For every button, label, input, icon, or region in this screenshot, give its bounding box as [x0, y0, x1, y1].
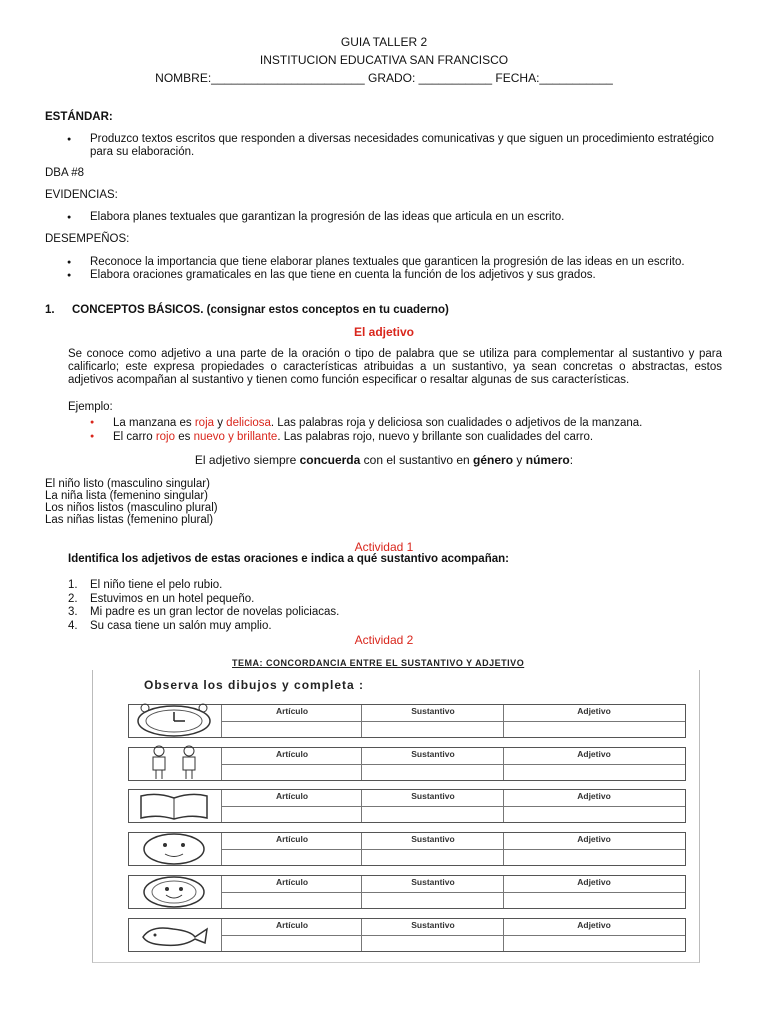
- example-text: La manzana es: [113, 417, 195, 429]
- smiling-face-icon: [133, 874, 215, 910]
- desempeno-item: ● Reconoce la importancia que tiene elaborar planes textuales que garanticen la progresión de las ideas en un escrito.: [45, 256, 705, 269]
- school-name: INSTITUCION EDUCATIVA SAN FRANCISCO: [259, 53, 509, 67]
- section-title: CONCEPTOS BÁSICOS. (consignar estos conceptos en tu cuaderno): [72, 304, 449, 316]
- answer-line: [221, 764, 685, 765]
- activity-item: [68, 620, 339, 634]
- rule-text: con el sustantivo en: [360, 453, 474, 467]
- adjetivo-label: Adjetivo: [577, 877, 611, 887]
- evidencias-label: EVIDENCIAS:: [45, 189, 118, 201]
- estandar-list: [45, 133, 715, 159]
- student-fields: NOMBRE:_______________________ GRADO: ___________ FECHA:___________: [155, 71, 613, 85]
- example-1: [68, 416, 728, 430]
- dba-label: DBA #8: [45, 167, 84, 179]
- item-text: El niño tiene el pelo rubio.: [90, 579, 223, 591]
- example-text: es: [175, 431, 194, 443]
- worksheet-row: [128, 918, 686, 952]
- estandar-label: ESTÁNDAR:: [45, 111, 113, 123]
- worksheet-row: [128, 704, 686, 738]
- section-number: 1.: [45, 304, 55, 316]
- sustantivo-label: Sustantivo: [411, 749, 455, 759]
- answer-line: [221, 935, 685, 936]
- sustantivo-label: Sustantivo: [411, 706, 455, 716]
- worksheet-row: [128, 747, 686, 781]
- articulo-label: Artículo: [275, 706, 309, 716]
- worksheet-instruction: Observa los dibujos y completa :: [144, 678, 365, 692]
- example-text: y: [214, 417, 227, 429]
- example-adjective: rojo: [155, 431, 176, 443]
- desempenos-label: DESEMPEÑOS:: [45, 233, 130, 245]
- rule-keyword: concuerda: [299, 453, 361, 467]
- rule-text: :: [569, 453, 574, 467]
- evidencias-item: ● Elabora planes textuales que garantizan la progresión de las ideas que articula en un escrito.: [45, 211, 715, 224]
- example-adjective: nuevo y brillante: [193, 431, 278, 443]
- whale-icon: [133, 917, 215, 953]
- form-line: La niña lista (femenino singular): [45, 490, 209, 502]
- book-icon: [133, 790, 215, 822]
- evidencias-list: [45, 211, 715, 224]
- estandar-item: ● Produzco textos escritos que responden a diversas necesidades comunicativas y que siguen un procedimiento estratégico para su elaboración.: [45, 133, 715, 159]
- example-adjective: roja: [194, 417, 215, 429]
- form-line: Los niños listos (masculino plural): [45, 502, 218, 514]
- actividad-1-list: [68, 579, 339, 633]
- item-number: 4.: [68, 619, 78, 632]
- adjetivo-label: Adjetivo: [577, 791, 611, 801]
- form-line: Las niñas listas (femenino plural): [45, 514, 214, 526]
- adjetivo-heading: El adjetivo: [353, 325, 415, 339]
- answer-line: [221, 806, 685, 807]
- ejemplo-label: Ejemplo:: [68, 401, 113, 413]
- worksheet-row: [128, 832, 686, 866]
- adjetivo-label: Adjetivo: [577, 834, 611, 844]
- actividad-1-instruction: Identifica los adjetivos de estas oraciones e indica a qué sustantivo acompañan:: [68, 553, 509, 565]
- desempeno-item: ● Elabora oraciones gramaticales en las que tiene en cuenta la función de los adjetivos y sus grados.: [45, 269, 705, 282]
- item-number: 2.: [68, 592, 78, 605]
- concordancia-rule: [0, 453, 768, 467]
- item-number: 3.: [68, 606, 78, 618]
- children-icon: [133, 744, 215, 782]
- articulo-label: Artículo: [275, 920, 309, 930]
- guide-title: GUIA TALLER 2: [340, 35, 428, 49]
- adjetivo-label: Adjetivo: [577, 749, 611, 759]
- worksheet-row: [128, 875, 686, 909]
- face-icon: [133, 831, 215, 867]
- adjetivo-label: Adjetivo: [577, 706, 611, 716]
- form-line: El niño listo (masculino singular): [45, 478, 210, 490]
- sustantivo-label: Sustantivo: [411, 877, 455, 887]
- example-2: [68, 430, 728, 444]
- worksheet-tema: TEMA: CONCORDANCIA ENTRE EL SUSTANTIVO Y ADJETIVO: [232, 658, 525, 668]
- answer-line: [221, 849, 685, 850]
- clock-icon: [133, 703, 215, 739]
- activity-item: [68, 606, 339, 620]
- section-1-heading: [45, 304, 449, 316]
- activity-item: [68, 593, 339, 607]
- articulo-label: Artículo: [275, 749, 309, 759]
- worksheet-image: [92, 658, 700, 964]
- adjetivo-label: Adjetivo: [577, 920, 611, 930]
- example-text: El carro: [113, 431, 156, 443]
- answer-line: [221, 892, 685, 893]
- item-number: 1.: [68, 579, 78, 591]
- rule-text: El adjetivo siempre: [194, 453, 300, 467]
- example-adjective: deliciosa: [226, 417, 271, 429]
- rule-keyword: número: [525, 453, 570, 467]
- actividad-2-heading: Actividad 2: [354, 633, 414, 647]
- item-text: Su casa tiene un salón muy amplio.: [90, 619, 272, 632]
- rule-text: y: [513, 453, 526, 467]
- sustantivo-label: Sustantivo: [411, 920, 455, 930]
- item-text: Estuvimos en un hotel pequeño.: [90, 592, 255, 605]
- ejemplo-list: [68, 416, 728, 444]
- actividad-1-heading: Actividad 1: [354, 540, 414, 554]
- adjetivo-paragraph: Se conoce como adjetivo a una parte de la oración o tipo de palabra que se utiliza para complementar al sustantivo y para calificarlo; este expresa propiedades o características atribuidas a un sustantivo, ya sean concretas o abstractas, estos adjetivos acompañan al sustantivo y tienen como función especificar o resaltar algunas de sus características.: [68, 348, 722, 386]
- rule-keyword: género: [473, 453, 514, 467]
- example-text: . Las palabras roja y deliciosa son cualidades o adjetivos de la manzana.: [270, 417, 643, 429]
- example-text: . Las palabras rojo, nuevo y brillante son cualidades del carro.: [277, 431, 594, 443]
- gender-number-forms: [45, 478, 218, 526]
- articulo-label: Artículo: [275, 877, 309, 887]
- sustantivo-label: Sustantivo: [411, 834, 455, 844]
- desempenos-list: [45, 256, 705, 282]
- articulo-label: Artículo: [275, 834, 309, 844]
- item-text: Mi padre es un gran lector de novelas policiacas.: [90, 606, 340, 618]
- answer-line: [221, 721, 685, 722]
- activity-item: [68, 579, 339, 593]
- worksheet-row: [128, 789, 686, 823]
- sustantivo-label: Sustantivo: [411, 791, 455, 801]
- articulo-label: Artículo: [275, 791, 309, 801]
